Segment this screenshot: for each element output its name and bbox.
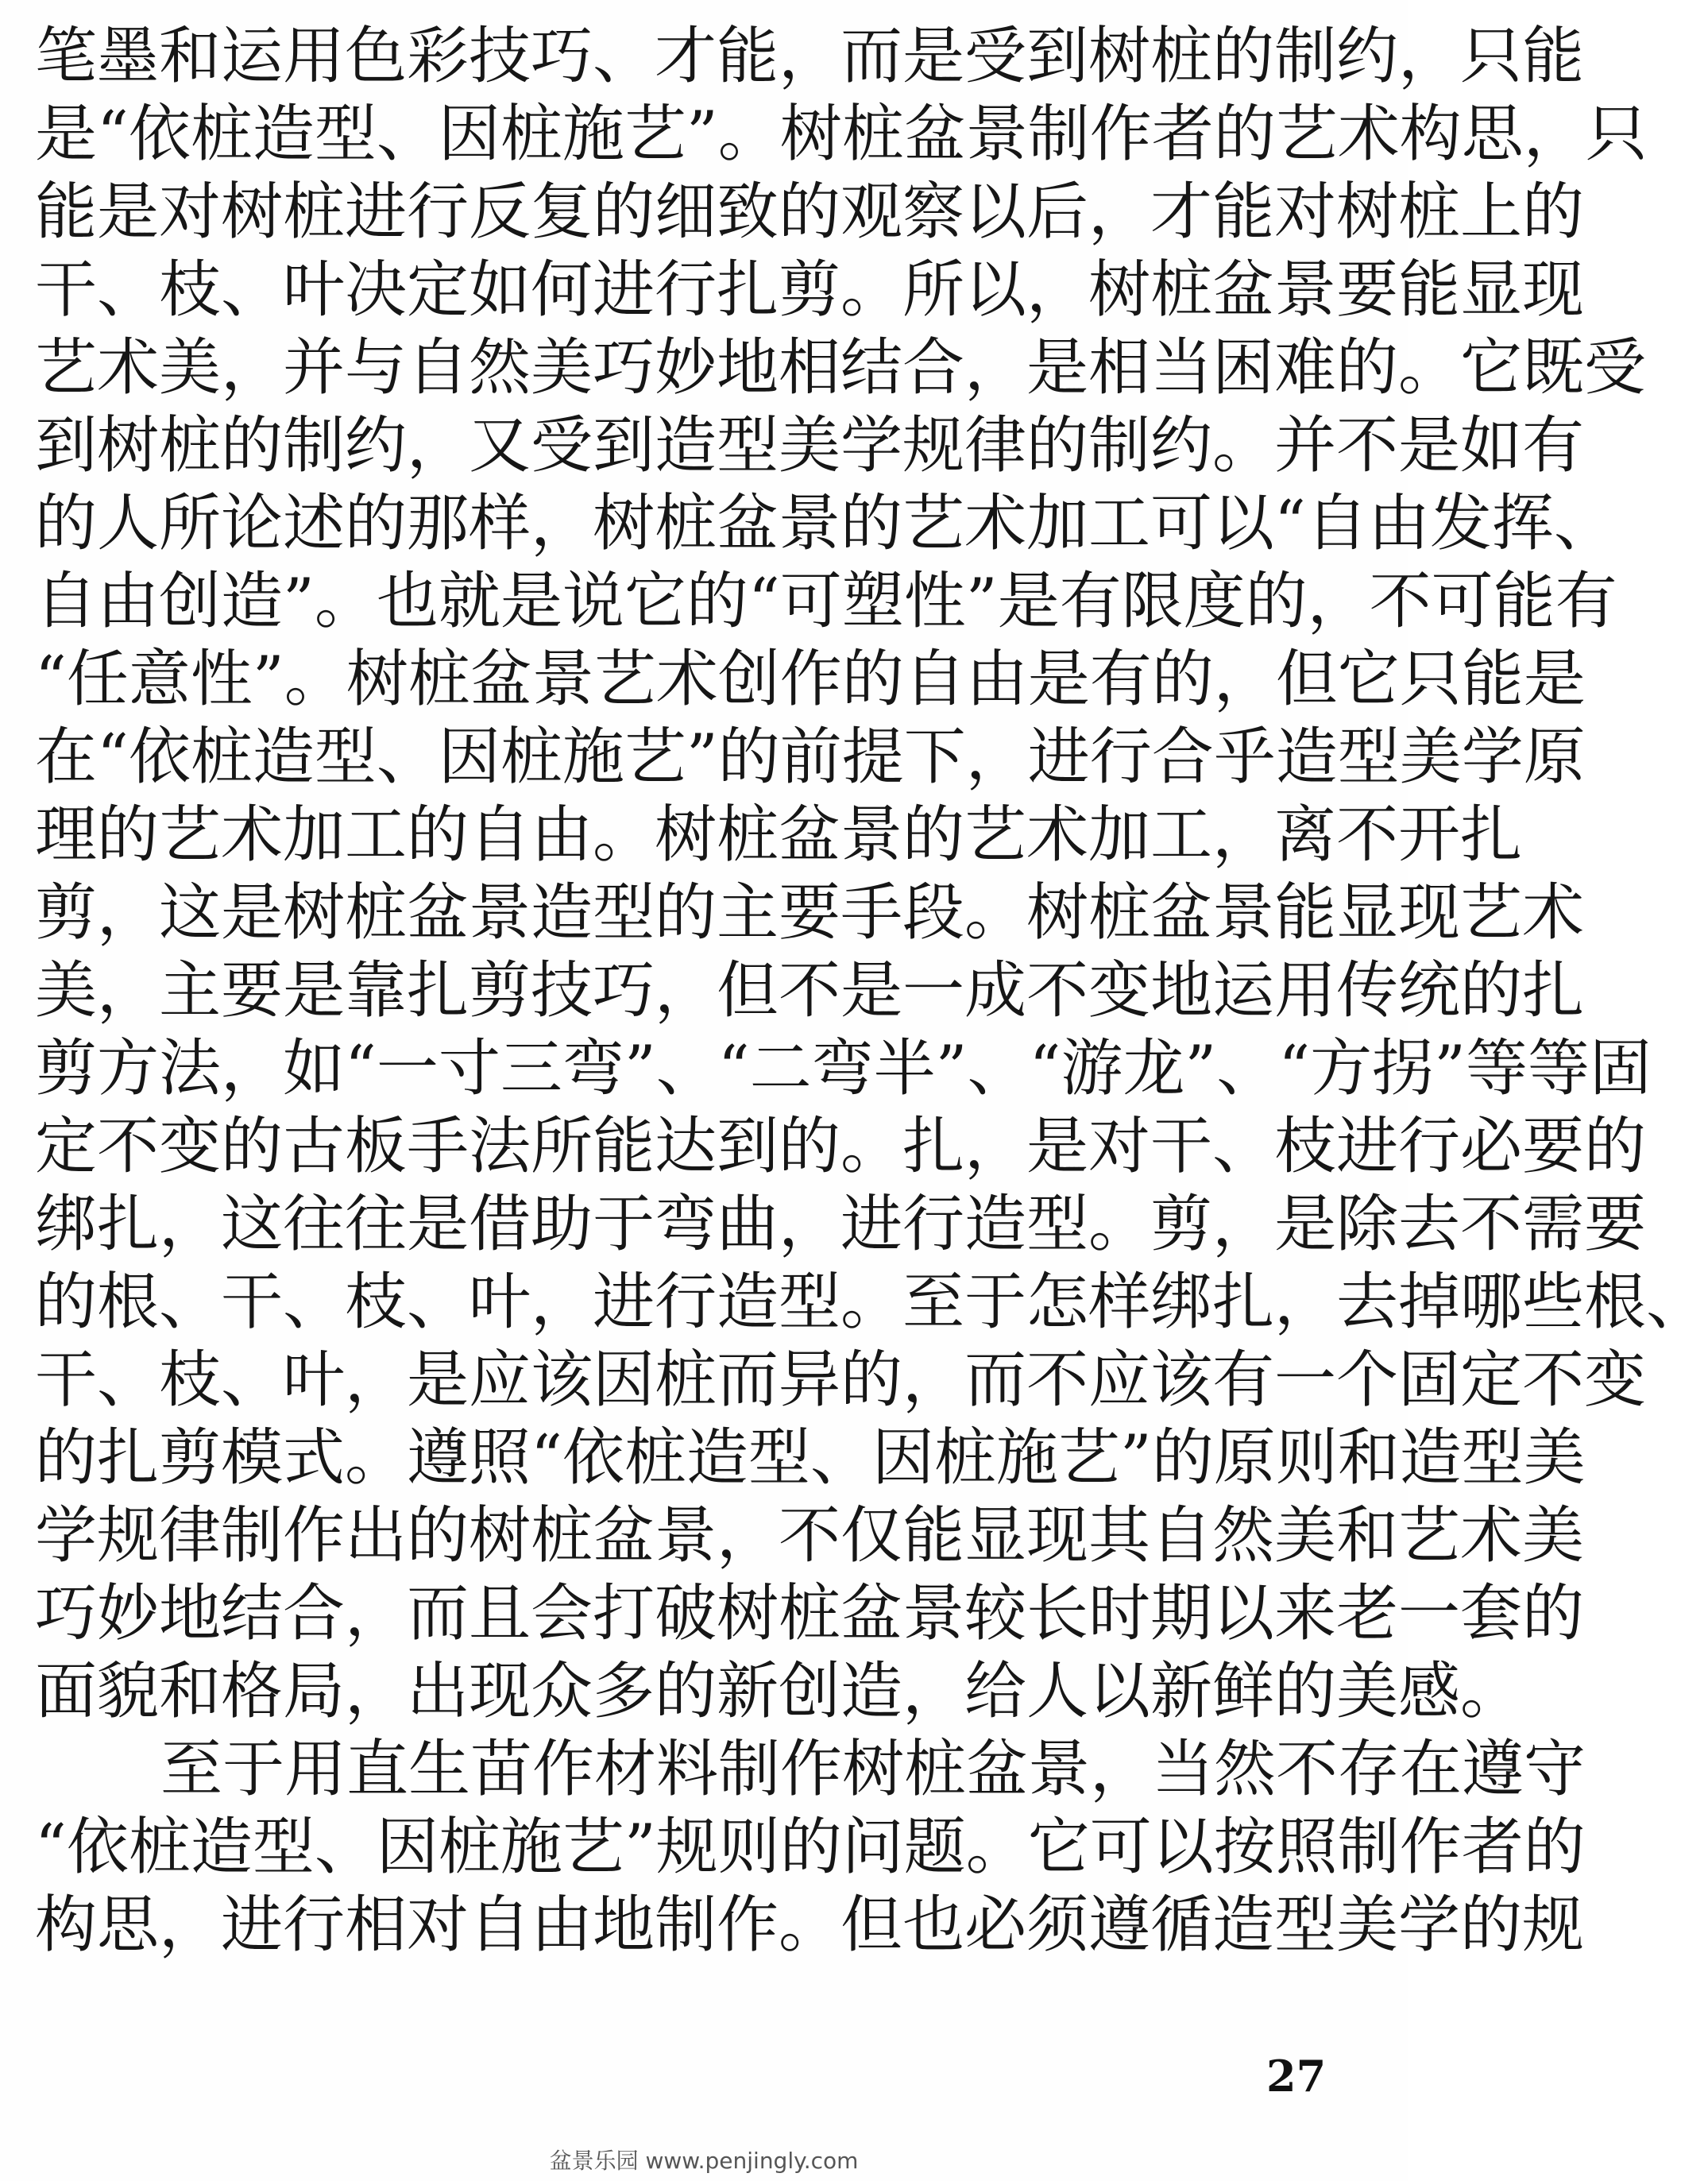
text-line: 面貌和格局，出现众多的新创造，给人以新鲜的美感。 [35,1656,1523,1727]
body-text [35,17,1708,1964]
text-line: 干、枝、叶，是应该因桩而异的，而不应该有一个固定不变 [35,1344,1647,1416]
text-line: 笔墨和运用色彩技巧、才能，而是受到树桩的制约，只能 [35,21,1585,92]
text-line: 的人所论述的那样，树桩盆景的艺术加工可以“自由发挥、 [35,488,1616,559]
text-line: “任意性”。树桩盆景艺术创作的自由是有的，但它只能是 [35,644,1586,715]
text-line: 剪，这是树桩盆景造型的主要手段。树桩盆景能显现艺术 [35,877,1585,949]
text-line: 学规律制作出的树桩盆景，不仅能显现其自然美和艺术美 [35,1500,1585,1572]
text-line: 理的艺术加工的自由。树桩盆景的艺术加工，离不开扎 [35,799,1523,871]
text-line: 是“依桩造型、因桩施艺”。树桩盆景制作者的艺术构思，只 [35,99,1648,170]
text-line: “依桩造型、因桩施艺”规则的问题。它可以按照制作者的 [35,1812,1586,1883]
text-line: 能是对树桩进行反复的细致的观察以后，才能对树桩上的 [35,176,1585,248]
text-line: 至于用直生苗作材料制作树桩盆景，当然不存在遵守 [160,1734,1586,1805]
text-line: 的根、干、枝、叶，进行造型。至于怎样绑扎，去掉哪些根、 [35,1266,1708,1338]
text-line: 剪方法，如“一寸三弯”、“二弯半”、“游龙”、“方拐”等等固 [35,1033,1652,1104]
text-line: 的扎剪模式。遵照“依桩造型、因桩施艺”的原则和造型美 [35,1422,1586,1494]
text-line: 艺术美，并与自然美巧妙地相结合，是相当困难的。它既受 [35,332,1647,404]
text-line: 干、枝、叶决定如何进行扎剪。所以，树桩盆景要能显现 [35,254,1585,326]
text-line: 巧妙地结合，而且会打破树桩盆景较长时期以来老一套的 [35,1578,1585,1649]
text-line: 定不变的古板手法所能达到的。扎，是对干、枝进行必要的 [35,1111,1647,1182]
text-line: 绑扎，这往往是借助于弯曲，进行造型。剪，是除去不需要 [35,1189,1647,1260]
text-line: 到树桩的制约，又受到造型美学规律的制约。并不是如有 [35,410,1585,481]
page-number: 27 [1266,2051,1327,2102]
text-line: 自由创造”。也就是说它的“可塑性”是有限度的，不可能有 [35,566,1617,637]
text-line: 构思，进行相对自由地制作。但也必须遵循造型美学的规 [35,1889,1585,1961]
text-line: 在“依桩造型、因桩施艺”的前提下，进行合乎造型美学原 [35,721,1586,793]
site-watermark: 盆景乐园 www.penjingly.com [549,2148,859,2174]
text-line: 美，主要是靠扎剪技巧，但不是一成不变地运用传统的扎 [35,955,1585,1027]
